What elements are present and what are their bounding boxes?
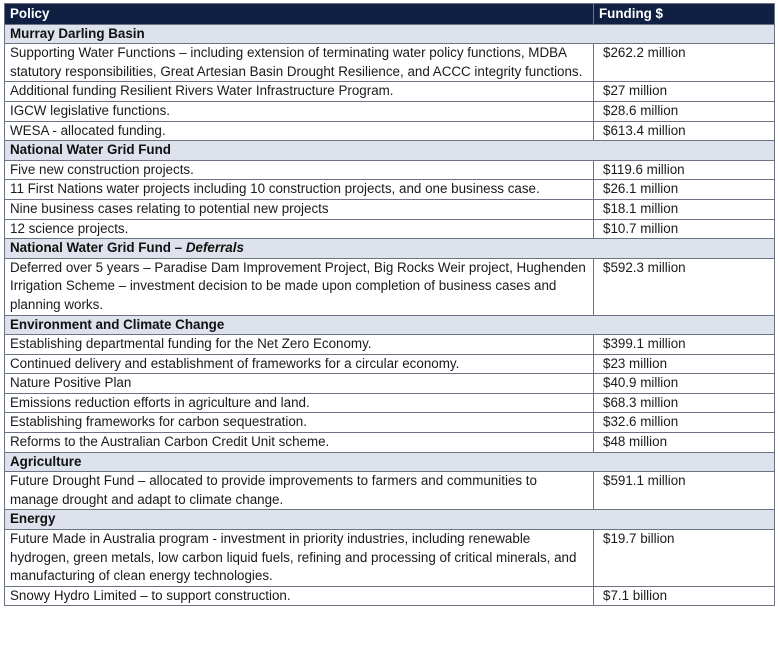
section-title (5, 239, 775, 259)
table-row (5, 82, 775, 102)
policy-cell: Continued delivery and establishment of frameworks for a circular economy. (5, 354, 594, 374)
policy-cell: Nature Positive Plan (5, 374, 594, 394)
table-row (5, 258, 775, 315)
table-row (5, 180, 775, 200)
funding-cell: $119.6 million (594, 160, 775, 180)
table-body (5, 24, 775, 606)
funding-cell: $591.1 million (594, 472, 775, 510)
funding-cell: $262.2 million (594, 44, 775, 82)
table-row (5, 335, 775, 355)
table-row (5, 219, 775, 239)
policy-cell: Emissions reduction efforts in agriculture and land. (5, 393, 594, 413)
section-row (5, 315, 775, 335)
funding-cell: $40.9 million (594, 374, 775, 394)
funding-cell: $26.1 million (594, 180, 775, 200)
section-title (5, 24, 775, 44)
table-row (5, 393, 775, 413)
section-row (5, 452, 775, 472)
table-row (5, 374, 775, 394)
header-policy: Policy (5, 4, 594, 25)
funding-cell: $10.7 million (594, 219, 775, 239)
funding-cell: $7.1 billion (594, 586, 775, 606)
policy-cell: Five new construction projects. (5, 160, 594, 180)
table-row (5, 199, 775, 219)
section-title-text: Murray Darling Basin (10, 25, 145, 41)
section-title-text: Agriculture (10, 453, 82, 469)
policy-cell: Deferred over 5 years – Paradise Dam Improvement Project, Big Rocks Weir project, Hughenden Irrigation Scheme – investment decision to be made upon completion of business cases and planning works. (5, 258, 594, 315)
policy-cell: IGCW legislative functions. (5, 101, 594, 121)
funding-cell: $18.1 million (594, 199, 775, 219)
section-row (5, 510, 775, 530)
policy-cell: Future Drought Fund – allocated to provide improvements to farmers and communities to manage drought and adapt to climate change. (5, 472, 594, 510)
table-row (5, 530, 775, 587)
section-title-text: National Water Grid Fund (10, 142, 171, 158)
policy-cell: 12 science projects. (5, 219, 594, 239)
table-row (5, 472, 775, 510)
funding-cell: $27 million (594, 82, 775, 102)
section-row (5, 141, 775, 161)
section-title (5, 452, 775, 472)
section-row (5, 24, 775, 44)
funding-cell: $399.1 million (594, 335, 775, 355)
section-title-suffix: Deferrals (185, 240, 244, 256)
section-title (5, 315, 775, 335)
section-title-text: Environment and Climate Change (10, 316, 225, 332)
funding-cell: $48 million (594, 433, 775, 453)
policy-cell: 11 First Nations water projects including 10 construction projects, and one business case. (5, 180, 594, 200)
policy-cell: Future Made in Australia program - investment in priority industries, including renewable hydrogen, green metals, low carbon liquid fuels, refining and processing of critical minerals, and manufacturing of clean energy technologies. (5, 530, 594, 587)
table-row (5, 101, 775, 121)
policy-cell: Reforms to the Australian Carbon Credit Unit scheme. (5, 433, 594, 453)
policy-cell: Nine business cases relating to potential new projects (5, 199, 594, 219)
table-row (5, 433, 775, 453)
table-row (5, 44, 775, 82)
table-header-row (5, 4, 775, 25)
funding-cell: $19.7 billion (594, 530, 775, 587)
funding-cell: $68.3 million (594, 393, 775, 413)
section-title-text: National Water Grid Fund – (10, 240, 186, 256)
table-row (5, 160, 775, 180)
funding-cell: $28.6 million (594, 101, 775, 121)
funding-cell: $613.4 million (594, 121, 775, 141)
policy-funding-table (4, 3, 775, 606)
header-funding: Funding $ (594, 4, 775, 25)
policy-cell: Establishing frameworks for carbon sequestration. (5, 413, 594, 433)
section-title (5, 141, 775, 161)
section-title-text: Energy (10, 511, 56, 527)
policy-cell: Establishing departmental funding for the Net Zero Economy. (5, 335, 594, 355)
section-title (5, 510, 775, 530)
policy-cell: WESA - allocated funding. (5, 121, 594, 141)
policy-cell: Snowy Hydro Limited – to support construction. (5, 586, 594, 606)
policy-cell: Additional funding Resilient Rivers Water Infrastructure Program. (5, 82, 594, 102)
policy-cell: Supporting Water Functions – including extension of terminating water policy functions, MDBA statutory responsibilities, Great Artesian Basin Drought Resilience, and ACCC integrity functions. (5, 44, 594, 82)
table-row (5, 413, 775, 433)
table-row (5, 586, 775, 606)
funding-cell: $592.3 million (594, 258, 775, 315)
funding-cell: $23 million (594, 354, 775, 374)
table-row (5, 121, 775, 141)
funding-cell: $32.6 million (594, 413, 775, 433)
table-row (5, 354, 775, 374)
section-row (5, 239, 775, 259)
